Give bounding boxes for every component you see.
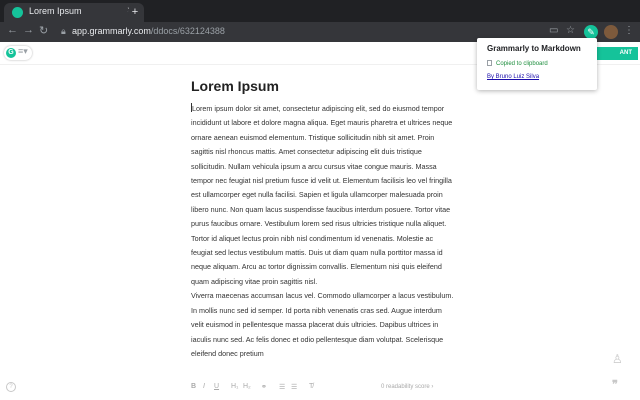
formatting-toolbar: [191, 383, 455, 395]
grammarly-menu-pill[interactable]: [4, 46, 32, 60]
grammarly-editor-page: [0, 42, 640, 400]
clipboard-icon: [487, 60, 492, 66]
address-bar[interactable]: [54, 25, 576, 39]
document-title[interactable]: Lorem Ipsum: [191, 78, 279, 94]
avatar[interactable]: [604, 25, 618, 39]
link-button[interactable]: ⚭: [261, 384, 267, 391]
paragraph-2: Viverra maecenas accumsan lacus vel. Commodo ullamcorper a lacus vestibulum. In mollis nunc sed id semper. Id porta nibh venenatis cras sed. Augue interdum velit euismod in pellentesque massa placerat duis ultricies. Dapibus ultrices in iaculis nunc sed. Ac felis donec et odio pellentesque diam volutpat. Scelerisque eleifend donec pretium: [191, 291, 454, 358]
popup-status: [487, 60, 548, 67]
grammarly-logo: G: [6, 48, 16, 58]
url-text: [72, 26, 225, 36]
extension-popup: [477, 38, 597, 90]
author-link[interactable]: By Bruno Luiz Silva: [487, 74, 540, 80]
grammarly-favicon-icon: [12, 7, 23, 18]
underline-button[interactable]: U: [214, 383, 220, 390]
paragraph-1: Lorem ipsum dolor sit amet, consectetur adipiscing elit, sed do eiusmod tempor incididunt ut labore et dolore magna aliqua. Eget mauris pharetra et ultrices neque ornare aenean euismod elementum. Tristique sollicitudin nibh sit amet. Proin sagittis nisl rhoncus mattis. Amet consectetur adipiscing elit duis tristique sollicitudin. Nullam vehicula ipsum a arcu cursus vitae congue mauris. Massa tempor nec feugiat nisl pretium fusce id velit ut. Elementum facilisis leo vel fringilla est ullamcorper eget nulla facilisi. Sapien et ligula ullamcorper malesuada proin libero nunc. Non quam lacus suspendisse faucibus interdum posuere. Tortor vitae purus faucibus ornare. Vestibulum lorem sed risus ultricies tristique nulla aliquet. Tortor id aliquet lectus proin nibh nisl condimentum id venenatis. Molestie ac feugiat sed lectus vestibulum mattis. Duis ut diam quam nulla porttitor massa id neque aliquam. Arcu ac tortor dignissim convallis. Elementum nisi quis eleifend quam adipiscing vitae proin sagittis nisl.: [191, 104, 453, 286]
url-path: /ddocs/632124388: [150, 26, 225, 36]
tab-title: Lorem Ipsum: [29, 6, 82, 16]
italic-button[interactable]: I: [203, 383, 205, 390]
back-icon[interactable]: ←: [7, 24, 18, 36]
url-host: app.grammarly.com: [72, 26, 151, 36]
quote-icon[interactable]: ❞: [612, 379, 618, 391]
star-icon[interactable]: ☆: [566, 25, 575, 36]
clear-format-button[interactable]: T̸: [309, 383, 314, 390]
popup-title: Grammarly to Markdown: [487, 44, 581, 53]
readability-score[interactable]: 0 readability score ›: [381, 384, 434, 390]
help-icon[interactable]: ?: [6, 382, 16, 392]
bullet-list-button[interactable]: ☰: [291, 384, 298, 391]
h2-button[interactable]: H₂: [243, 383, 251, 390]
cast-icon[interactable]: ▭: [549, 25, 559, 36]
new-tab-button[interactable]: +: [128, 5, 142, 19]
green-action-button[interactable]: ANT: [582, 47, 638, 60]
extension-pen-icon[interactable]: ✎: [584, 25, 598, 39]
ordered-list-button[interactable]: ☰: [279, 384, 286, 391]
user-icon[interactable]: ♙: [612, 352, 623, 366]
tab-grammarly[interactable]: [4, 3, 144, 22]
lock-icon: 🔒︎: [61, 26, 66, 36]
reload-icon[interactable]: ↻: [39, 25, 49, 37]
tab-strip: [0, 0, 640, 22]
forward-icon[interactable]: →: [23, 24, 34, 36]
bold-button[interactable]: B: [191, 383, 197, 390]
document-body[interactable]: [191, 102, 455, 376]
menu-dots-icon[interactable]: ⋮: [624, 25, 634, 36]
hamburger-icon: ≡▾: [18, 46, 28, 56]
popup-status-text: Copied to clipboard: [496, 61, 548, 67]
h1-button[interactable]: H₁: [231, 383, 239, 390]
